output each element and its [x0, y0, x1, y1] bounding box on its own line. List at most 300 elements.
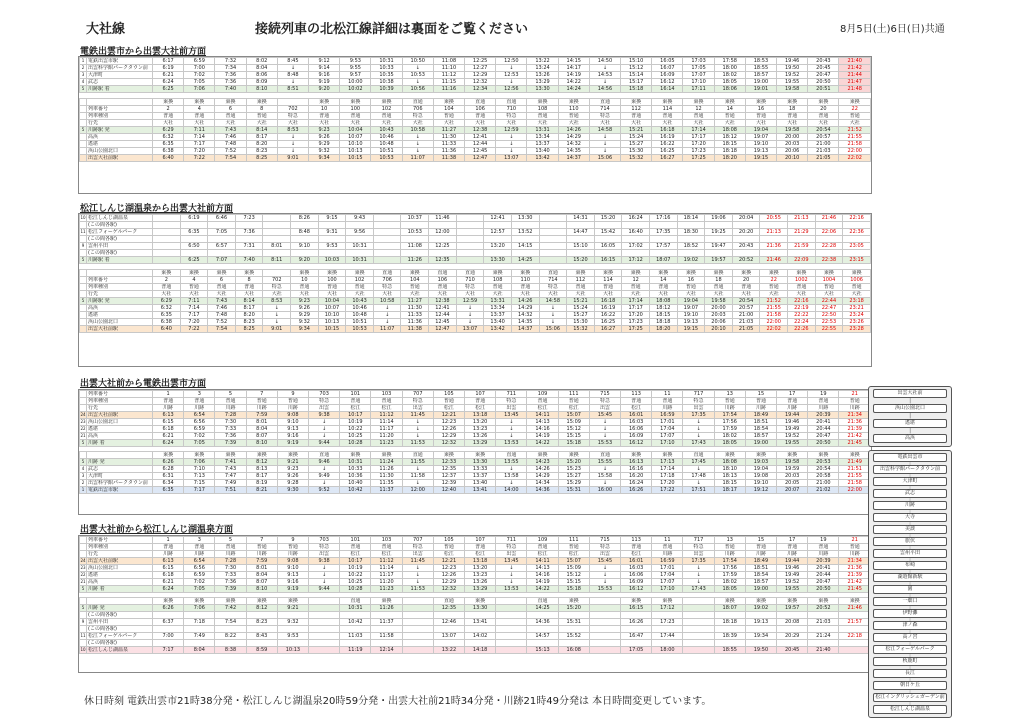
time-cell: 18:05 [714, 586, 745, 593]
time-cell: 12:40 [433, 487, 464, 494]
connection-cell: 乗換 [652, 598, 683, 605]
time-cell: 6:24 [153, 586, 184, 593]
time-cell: 22:53 [815, 319, 843, 326]
connection-cell: 乗換 [558, 452, 589, 459]
time-cell: ↓ [496, 579, 527, 586]
time-cell [705, 222, 733, 229]
table-row [80, 412, 871, 419]
time-cell: 9:01 [277, 155, 308, 162]
time-cell [511, 236, 539, 243]
station-name-cell: 武志 [87, 79, 153, 86]
time-cell: 普通 [788, 284, 816, 291]
time-cell: 12:34 [465, 86, 496, 93]
time-cell: 18:54 [745, 426, 776, 433]
time-cell: 12:00 [402, 487, 433, 494]
time-cell [589, 612, 620, 619]
station-box: 高浜 [873, 434, 947, 443]
time-cell: 1002 [788, 277, 816, 284]
time-cell [683, 647, 714, 654]
time-cell: 703 [309, 537, 340, 544]
time-cell: 19:46 [777, 565, 808, 572]
time-cell: 大社 [484, 291, 512, 298]
time-cell: 18:08 [714, 127, 745, 134]
time-cell: 8:10 [246, 586, 277, 593]
time-cell: 20:58 [808, 473, 839, 480]
row-label-cell [87, 99, 153, 106]
time-cell [456, 236, 484, 243]
time-cell: 21:00 [808, 141, 839, 148]
time-cell: 13:30 [484, 257, 512, 264]
time-cell: 大社 [705, 291, 733, 298]
time-cell: 21:44 [839, 72, 871, 79]
time-cell: 大社 [291, 291, 319, 298]
time-cell: 6:38 [153, 148, 184, 155]
connection-cell: 乗換 [180, 270, 208, 277]
time-cell: 20:57 [732, 305, 760, 312]
time-cell: 19:10 [677, 312, 705, 319]
time-cell: 7:48 [208, 312, 236, 319]
time-cell: 大社 [527, 120, 558, 127]
table-header-row [80, 270, 871, 277]
time-cell: ↓ [589, 134, 620, 141]
time-cell: 6:24 [153, 79, 184, 86]
time-cell: 13:22 [527, 58, 558, 65]
row-label-cell [87, 270, 153, 277]
time-cell: 710 [456, 277, 484, 284]
time-cell: 大社 [429, 291, 457, 298]
station-name-cell: 行先 [87, 291, 153, 298]
station-name-cell: 出雲大社前駅 [87, 412, 153, 419]
time-cell: 101 [340, 391, 371, 398]
time-cell: 10:22 [340, 426, 371, 433]
time-cell: ↓ [402, 433, 433, 440]
connection-cell [309, 598, 340, 605]
time-cell: 14:26 [558, 127, 589, 134]
route-connector-icon: │ [909, 486, 911, 490]
row-number-cell: 10 [80, 647, 86, 652]
time-cell: ↓ [539, 312, 567, 319]
time-cell: 18:14 [677, 215, 705, 222]
time-cell [401, 250, 429, 257]
time-cell: 17:14 [622, 298, 650, 305]
row-number-cell: 23 [80, 565, 86, 570]
time-cell: 17:43 [683, 586, 714, 593]
time-cell: 6:35 [153, 487, 184, 494]
time-cell: 川跡 [808, 405, 839, 412]
time-cell: 16:12 [652, 79, 683, 86]
time-cell: 16:15 [621, 605, 652, 612]
time-cell: 松江 [558, 551, 589, 558]
time-cell: 6:21 [153, 72, 184, 79]
time-cell: 707 [402, 391, 433, 398]
time-cell [180, 236, 208, 243]
time-cell: 8:06 [246, 72, 277, 79]
time-cell: 出雲 [402, 405, 433, 412]
time-cell: ↓ [309, 572, 340, 579]
time-cell: 6:50 [180, 243, 208, 250]
time-cell [153, 640, 184, 647]
time-cell: 14:36 [527, 487, 558, 494]
time-cell: 14 [714, 106, 745, 113]
time-cell: 普通 [714, 398, 745, 405]
time-cell: 21:52 [760, 298, 788, 305]
time-cell: 14:29 [558, 134, 589, 141]
time-cell: 12:35 [429, 257, 457, 264]
time-cell [511, 222, 539, 229]
station-name-cell: 出雲大社前駅 [87, 326, 153, 333]
time-cell: 10:53 [371, 155, 402, 162]
station-box: 雲州平田 [873, 549, 947, 558]
time-cell [511, 250, 539, 257]
time-cell: 11:12 [371, 558, 402, 565]
time-cell: 21:42 [839, 579, 871, 586]
time-cell: 11:20 [371, 433, 402, 440]
time-cell: 14:37 [558, 155, 589, 162]
time-cell: 松江 [621, 551, 652, 558]
time-cell: 11:27 [401, 298, 429, 305]
time-cell: 18:00 [714, 65, 745, 72]
row-number-cell: 3 [80, 473, 87, 480]
connection-cell: 乗換 [649, 270, 677, 277]
time-cell: 11:58 [371, 633, 402, 640]
time-cell: 18:17 [714, 487, 745, 494]
station-box: 出雲科学館パークタウン前 [873, 465, 947, 474]
row-number-cell: 4 [80, 79, 87, 86]
time-cell: 普通 [760, 284, 788, 291]
time-cell [456, 215, 484, 222]
row-number-cell [80, 626, 87, 633]
time-cell: 14:19 [527, 433, 558, 440]
time-cell [309, 619, 340, 626]
time-cell: 16:01 [621, 558, 652, 565]
time-cell: 16:03 [621, 419, 652, 426]
time-cell: 6:38 [153, 319, 181, 326]
time-cell: 11:12 [433, 72, 464, 79]
station-name-cell: 川跡 発 [87, 459, 153, 466]
time-cell: 17:23 [622, 319, 650, 326]
time-cell: 10:15 [318, 326, 346, 333]
time-cell: 20:03 [777, 473, 808, 480]
time-cell: 10:25 [340, 433, 371, 440]
time-cell: 16:25 [652, 148, 683, 155]
time-cell: ↓ [496, 134, 527, 141]
time-cell: 21:55 [760, 305, 788, 312]
time-cell: ↓ [496, 466, 527, 473]
time-cell [465, 626, 496, 633]
route-connector-icon: │ [909, 474, 911, 478]
time-cell: 大社 [567, 291, 595, 298]
time-cell: 7:02 [184, 72, 215, 79]
time-cell: ↓ [402, 426, 433, 433]
time-cell: 13:40 [484, 319, 512, 326]
time-cell: 普通 [777, 544, 808, 551]
time-cell [484, 236, 512, 243]
time-cell: 10:33 [371, 65, 402, 72]
time-cell: 18:12 [649, 305, 677, 312]
time-cell [527, 612, 558, 619]
time-cell: 23:05 [843, 243, 871, 250]
time-cell: 大社 [649, 291, 677, 298]
time-cell [465, 640, 496, 647]
time-cell: 7:39 [215, 440, 246, 447]
time-cell [539, 222, 567, 229]
time-cell: 18:20 [649, 326, 677, 333]
time-cell: 15:07 [558, 412, 589, 419]
time-cell: 7:51 [215, 487, 246, 494]
time-cell [777, 640, 808, 647]
time-cell: 6:35 [153, 141, 184, 148]
time-cell: 普通 [184, 544, 215, 551]
time-cell: ↓ [683, 426, 714, 433]
time-cell: 16:26 [621, 619, 652, 626]
time-cell: 6:28 [153, 466, 184, 473]
time-cell [843, 222, 871, 229]
time-cell [153, 243, 181, 250]
row-number-cell: 22 [80, 426, 86, 431]
time-cell: 16:06 [621, 572, 652, 579]
time-cell [621, 626, 652, 633]
time-cell: 13:34 [484, 305, 512, 312]
time-cell: 17:11 [683, 86, 714, 93]
time-cell: 7:00 [153, 633, 184, 640]
time-cell [291, 250, 319, 257]
time-cell: 20:10 [777, 155, 808, 162]
time-cell [843, 250, 871, 257]
time-cell: 川跡 [184, 551, 215, 558]
row-number-cell [80, 250, 87, 257]
time-cell: 10:22 [340, 572, 371, 579]
time-cell: 12:39 [433, 480, 464, 487]
time-cell: 18:52 [677, 243, 705, 250]
time-cell: 普通 [215, 113, 246, 120]
time-cell [208, 236, 236, 243]
time-cell: 11:33 [401, 312, 429, 319]
time-cell: 15:31 [558, 619, 589, 626]
connection-cell: 乗換 [246, 452, 277, 459]
time-cell [649, 250, 677, 257]
time-cell: 13:37 [527, 141, 558, 148]
time-cell: 9:32 [277, 619, 308, 626]
time-cell: 20:50 [808, 79, 839, 86]
time-cell: 特急 [496, 398, 527, 405]
time-cell: 7:59 [246, 558, 277, 565]
time-cell: 10:28 [340, 586, 371, 593]
connection-cell: 乗換 [714, 598, 745, 605]
time-cell: 12:41 [465, 134, 496, 141]
station-box: 布崎 [873, 561, 947, 570]
time-cell: 8:12 [246, 459, 277, 466]
connection-cell: 直通 [456, 270, 484, 277]
time-cell: 12:26 [433, 426, 464, 433]
time-cell: 19:04 [745, 127, 776, 134]
time-cell: 9:29 [309, 141, 340, 148]
time-cell: 15:58 [589, 473, 620, 480]
route-connector-icon: │ [909, 498, 911, 502]
time-cell: ↓ [402, 79, 433, 86]
table-row [80, 250, 871, 257]
time-cell [815, 250, 843, 257]
time-cell: 114 [652, 106, 683, 113]
time-cell: 10:17 [340, 412, 371, 419]
time-cell [373, 215, 401, 222]
station-box: 浜山公園北口 [873, 404, 947, 413]
time-cell: 18:15 [649, 312, 677, 319]
connection-cell: 乗換 [215, 598, 246, 605]
time-cell: 11:30 [401, 305, 429, 312]
time-cell: 17:04 [652, 572, 683, 579]
time-cell: 711 [496, 537, 527, 544]
time-cell: 11:26 [371, 605, 402, 612]
time-cell: 18:49 [745, 412, 776, 419]
row-number-cell: 9 [80, 619, 87, 626]
time-cell: 14:35 [511, 319, 539, 326]
time-cell: 23:18 [843, 298, 871, 305]
time-cell [714, 612, 745, 619]
time-cell [589, 626, 620, 633]
time-cell: 16:14 [652, 86, 683, 93]
time-cell: 10:13 [318, 319, 346, 326]
time-cell: 18:18 [714, 148, 745, 155]
time-cell: ↓ [277, 141, 308, 148]
time-cell: 大社 [683, 120, 714, 127]
time-cell: 9:34 [291, 326, 319, 333]
time-cell: 112 [567, 277, 595, 284]
connection-cell: 直通 [429, 270, 457, 277]
time-cell: 21:55 [839, 473, 871, 480]
time-cell: 7:06 [184, 86, 215, 93]
time-cell: 6:13 [153, 558, 184, 565]
time-cell: 21:02 [808, 487, 839, 494]
row-number-cell [80, 291, 87, 298]
row-number-cell: 10 [80, 215, 86, 220]
time-cell: 普通 [215, 398, 246, 405]
time-cell: 7:48 [215, 141, 246, 148]
station-box: 川跡 [873, 501, 947, 510]
time-cell: 14:22 [558, 79, 589, 86]
time-cell: ↓ [496, 65, 527, 72]
time-cell [496, 612, 527, 619]
time-cell: 20:06 [777, 148, 808, 155]
time-cell: 9:16 [309, 72, 340, 79]
time-cell: 8:23 [246, 148, 277, 155]
time-cell: 13:07 [456, 326, 484, 333]
time-cell: 21:36 [760, 243, 788, 250]
time-cell [567, 222, 595, 229]
connection-cell: 乗換 [184, 99, 215, 106]
connection-cell: 直通 [402, 99, 433, 106]
table-row [80, 579, 871, 586]
time-cell: 普通 [839, 398, 871, 405]
station-box: 出雲大社前 [873, 389, 947, 398]
time-cell: 22:00 [839, 487, 871, 494]
time-cell: 17:12 [652, 605, 683, 612]
time-cell: 12:32 [433, 586, 464, 593]
time-cell [340, 626, 371, 633]
time-cell: 6:46 [208, 215, 236, 222]
time-cell: 14:36 [527, 619, 558, 626]
time-cell: 13:37 [484, 312, 512, 319]
time-cell [527, 640, 558, 647]
time-cell: 18:15 [714, 480, 745, 487]
table-row [80, 291, 871, 298]
time-cell: 20:54 [732, 298, 760, 305]
time-cell: 12 [622, 277, 650, 284]
time-cell [433, 626, 464, 633]
row-label-cell [87, 452, 153, 459]
row-number-cell: 4 [80, 466, 87, 473]
time-cell: 7:20 [184, 148, 215, 155]
time-cell: 10:10 [318, 312, 346, 319]
connection-cell: 乗換 [714, 99, 745, 106]
time-cell: 17:59 [714, 426, 745, 433]
time-cell: 16:59 [652, 558, 683, 565]
time-cell: 17:07 [652, 579, 683, 586]
time-cell: 川跡 [714, 405, 745, 412]
connection-cell: 乗換 [714, 452, 745, 459]
time-cell: 16:12 [621, 586, 652, 593]
time-cell: 10:53 [401, 229, 429, 236]
time-cell: 川跡 [153, 551, 184, 558]
route-connector-icon: │ [909, 594, 911, 598]
time-cell: 17:14 [652, 466, 683, 473]
time-cell: 17:25 [683, 155, 714, 162]
time-cell: 19:00 [745, 79, 776, 86]
time-cell: 12:27 [465, 65, 496, 72]
time-cell: 9:10 [291, 243, 319, 250]
time-cell [788, 222, 816, 229]
time-cell: 普通 [808, 544, 839, 551]
time-cell: 8:04 [246, 572, 277, 579]
time-cell: ↓ [373, 319, 401, 326]
connection-cell: 乗換 [843, 270, 871, 277]
time-cell: ↓ [496, 572, 527, 579]
time-cell: 10:13 [340, 148, 371, 155]
time-cell: 706 [373, 277, 401, 284]
time-cell: 7:17 [180, 312, 208, 319]
time-cell: 12:00 [429, 229, 457, 236]
time-cell: 9:23 [291, 298, 319, 305]
time-cell: 13:42 [527, 155, 558, 162]
time-cell: 7:46 [208, 305, 236, 312]
time-cell: 8:04 [184, 647, 215, 654]
time-cell: 普通 [777, 398, 808, 405]
time-cell: 8:26 [291, 215, 319, 222]
time-cell [263, 236, 291, 243]
time-cell: 18:13 [714, 473, 745, 480]
time-cell: 19:10 [745, 141, 776, 148]
time-cell: ↓ [683, 579, 714, 586]
time-cell: 20:04 [732, 215, 760, 222]
time-cell: ↓ [496, 426, 527, 433]
time-cell: 7:11 [180, 298, 208, 305]
time-cell: 11:23 [371, 440, 402, 447]
time-cell: 10:50 [402, 58, 433, 65]
time-cell: 普通 [745, 544, 776, 551]
time-cell [677, 222, 705, 229]
time-cell: 14:15 [558, 58, 589, 65]
time-cell: 8:48 [277, 72, 308, 79]
time-cell: 15:14 [621, 72, 652, 79]
time-cell: 13:53 [496, 586, 527, 593]
time-cell [373, 243, 401, 250]
time-cell: 14:17 [558, 65, 589, 72]
time-cell: 22:16 [843, 215, 871, 222]
time-cell: 21:05 [732, 326, 760, 333]
time-cell: 17:04 [652, 426, 683, 433]
time-cell: 15:32 [621, 155, 652, 162]
time-cell [496, 619, 527, 626]
time-cell: ↓ [539, 305, 567, 312]
